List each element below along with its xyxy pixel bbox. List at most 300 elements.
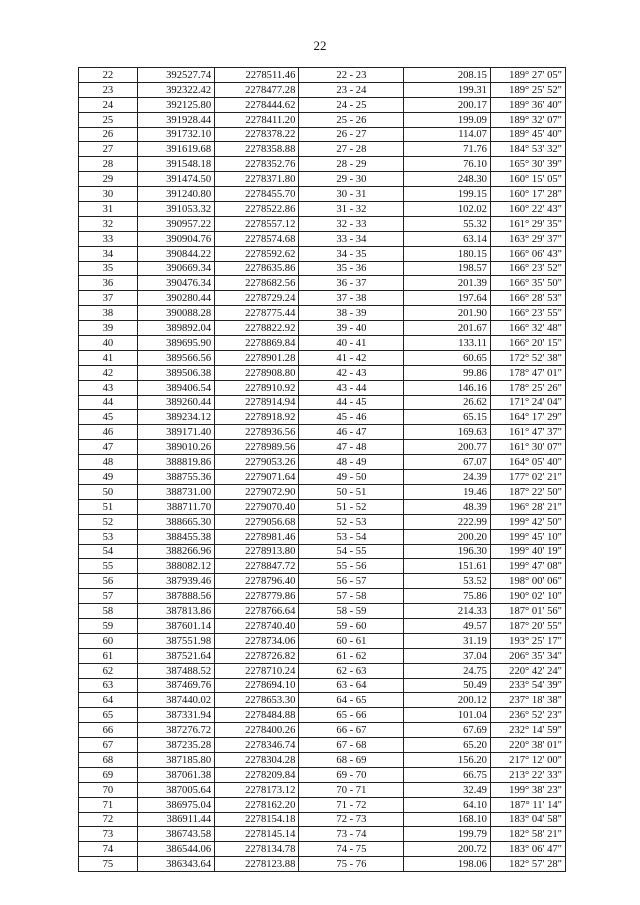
length-cell: 76.10 <box>404 157 491 172</box>
x-coordinate-cell: 387469.76 <box>137 678 214 693</box>
segment-cell: 57 - 58 <box>299 589 404 604</box>
y-coordinate-cell: 2278779.86 <box>215 589 299 604</box>
bearing-cell: 187° 22' 50" <box>490 484 565 499</box>
y-coordinate-cell: 2278847.72 <box>215 559 299 574</box>
table-row <box>79 738 566 753</box>
segment-cell: 59 - 60 <box>299 618 404 633</box>
x-coordinate-cell: 388082.12 <box>137 559 214 574</box>
length-cell: 200.12 <box>404 693 491 708</box>
bearing-cell: 193° 25' 17" <box>490 633 565 648</box>
table-row <box>79 812 566 827</box>
point-number-cell: 44 <box>79 395 138 410</box>
table-row <box>79 827 566 842</box>
y-coordinate-cell: 2278557.12 <box>215 216 299 231</box>
table-row <box>79 678 566 693</box>
point-number-cell: 30 <box>79 187 138 202</box>
point-number-cell: 26 <box>79 127 138 142</box>
length-cell: 200.72 <box>404 842 491 857</box>
segment-cell: 42 - 43 <box>299 365 404 380</box>
length-cell: 222.99 <box>404 514 491 529</box>
y-coordinate-cell: 2278918.92 <box>215 410 299 425</box>
bearing-cell: 199° 38' 23" <box>490 782 565 797</box>
y-coordinate-cell: 2278908.80 <box>215 365 299 380</box>
length-cell: 63.14 <box>404 231 491 246</box>
bearing-cell: 183° 04' 58" <box>490 812 565 827</box>
bearing-cell: 196° 28' 21" <box>490 499 565 514</box>
length-cell: 180.15 <box>404 246 491 261</box>
point-number-cell: 54 <box>79 544 138 559</box>
point-number-cell: 45 <box>79 410 138 425</box>
length-cell: 53.52 <box>404 574 491 589</box>
y-coordinate-cell: 2278910.92 <box>215 380 299 395</box>
segment-cell: 27 - 28 <box>299 142 404 157</box>
point-number-cell: 35 <box>79 261 138 276</box>
y-coordinate-cell: 2278740.40 <box>215 618 299 633</box>
bearing-cell: 178° 25' 26" <box>490 380 565 395</box>
y-coordinate-cell: 2279072.90 <box>215 484 299 499</box>
table-row <box>79 425 566 440</box>
bearing-cell: 166° 35' 50" <box>490 276 565 291</box>
y-coordinate-cell: 2278682.56 <box>215 276 299 291</box>
y-coordinate-cell: 2278371.80 <box>215 172 299 187</box>
x-coordinate-cell: 389234.12 <box>137 410 214 425</box>
segment-cell: 69 - 70 <box>299 767 404 782</box>
y-coordinate-cell: 2279071.64 <box>215 470 299 485</box>
length-cell: 201.90 <box>404 306 491 321</box>
bearing-cell: 166° 28' 53" <box>490 291 565 306</box>
x-coordinate-cell: 390476.34 <box>137 276 214 291</box>
length-cell: 248.30 <box>404 172 491 187</box>
bearing-cell: 189° 36' 40" <box>490 97 565 112</box>
bearing-cell: 160° 17' 28" <box>490 187 565 202</box>
point-number-cell: 52 <box>79 514 138 529</box>
x-coordinate-cell: 391928.44 <box>137 112 214 127</box>
length-cell: 146.16 <box>404 380 491 395</box>
x-coordinate-cell: 387276.72 <box>137 723 214 738</box>
y-coordinate-cell: 2278209.84 <box>215 767 299 782</box>
segment-cell: 23 - 24 <box>299 82 404 97</box>
table-row <box>79 395 566 410</box>
segment-cell: 41 - 42 <box>299 350 404 365</box>
x-coordinate-cell: 389171.40 <box>137 425 214 440</box>
x-coordinate-cell: 391240.80 <box>137 187 214 202</box>
bearing-cell: 164° 05' 40" <box>490 455 565 470</box>
bearing-cell: 220° 42' 24" <box>490 663 565 678</box>
segment-cell: 52 - 53 <box>299 514 404 529</box>
length-cell: 49.57 <box>404 618 491 633</box>
segment-cell: 70 - 71 <box>299 782 404 797</box>
point-number-cell: 74 <box>79 842 138 857</box>
length-cell: 200.77 <box>404 440 491 455</box>
x-coordinate-cell: 387235.28 <box>137 738 214 753</box>
y-coordinate-cell: 2278358.88 <box>215 142 299 157</box>
table-row <box>79 261 566 276</box>
point-number-cell: 23 <box>79 82 138 97</box>
segment-cell: 67 - 68 <box>299 738 404 753</box>
table-row <box>79 857 566 872</box>
segment-cell: 72 - 73 <box>299 812 404 827</box>
y-coordinate-cell: 2278444.62 <box>215 97 299 112</box>
bearing-cell: 182° 58' 21" <box>490 827 565 842</box>
x-coordinate-cell: 392527.74 <box>137 68 214 83</box>
table-row <box>79 202 566 217</box>
x-coordinate-cell: 387939.46 <box>137 574 214 589</box>
y-coordinate-cell: 2278378.22 <box>215 127 299 142</box>
x-coordinate-cell: 389010.26 <box>137 440 214 455</box>
segment-cell: 50 - 51 <box>299 484 404 499</box>
y-coordinate-cell: 2278455.70 <box>215 187 299 202</box>
segment-cell: 47 - 48 <box>299 440 404 455</box>
y-coordinate-cell: 2278869.84 <box>215 336 299 351</box>
length-cell: 101.04 <box>404 708 491 723</box>
x-coordinate-cell: 389695.90 <box>137 336 214 351</box>
table-row <box>79 231 566 246</box>
y-coordinate-cell: 2278346.74 <box>215 738 299 753</box>
x-coordinate-cell: 390904.76 <box>137 231 214 246</box>
y-coordinate-cell: 2278734.06 <box>215 633 299 648</box>
length-cell: 199.09 <box>404 112 491 127</box>
segment-cell: 28 - 29 <box>299 157 404 172</box>
table-row <box>79 648 566 663</box>
length-cell: 214.33 <box>404 604 491 619</box>
segment-cell: 74 - 75 <box>299 842 404 857</box>
length-cell: 197.64 <box>404 291 491 306</box>
point-number-cell: 67 <box>79 738 138 753</box>
x-coordinate-cell: 389260.44 <box>137 395 214 410</box>
bearing-cell: 206° 35' 34" <box>490 648 565 663</box>
y-coordinate-cell: 2278134.78 <box>215 842 299 857</box>
x-coordinate-cell: 391548.18 <box>137 157 214 172</box>
x-coordinate-cell: 392125.80 <box>137 97 214 112</box>
bearing-cell: 189° 25' 52" <box>490 82 565 97</box>
length-cell: 48.39 <box>404 499 491 514</box>
length-cell: 201.67 <box>404 321 491 336</box>
x-coordinate-cell: 386975.04 <box>137 797 214 812</box>
table-row <box>79 574 566 589</box>
segment-cell: 54 - 55 <box>299 544 404 559</box>
length-cell: 65.20 <box>404 738 491 753</box>
table-row <box>79 216 566 231</box>
bearing-cell: 161° 29' 35" <box>490 216 565 231</box>
point-number-cell: 65 <box>79 708 138 723</box>
y-coordinate-cell: 2279053.26 <box>215 455 299 470</box>
point-number-cell: 53 <box>79 529 138 544</box>
table-row <box>79 127 566 142</box>
table-row <box>79 440 566 455</box>
x-coordinate-cell: 388665.30 <box>137 514 214 529</box>
x-coordinate-cell: 389566.56 <box>137 350 214 365</box>
x-coordinate-cell: 388755.36 <box>137 470 214 485</box>
x-coordinate-cell: 386544.06 <box>137 842 214 857</box>
y-coordinate-cell: 2278162.20 <box>215 797 299 812</box>
length-cell: 200.17 <box>404 97 491 112</box>
point-number-cell: 47 <box>79 440 138 455</box>
bearing-cell: 220° 38' 01" <box>490 738 565 753</box>
point-number-cell: 43 <box>79 380 138 395</box>
point-number-cell: 72 <box>79 812 138 827</box>
bearing-cell: 182° 57' 28" <box>490 857 565 872</box>
table-row <box>79 276 566 291</box>
point-number-cell: 25 <box>79 112 138 127</box>
x-coordinate-cell: 392322.42 <box>137 82 214 97</box>
table-row <box>79 752 566 767</box>
table-row <box>79 589 566 604</box>
x-coordinate-cell: 386911.44 <box>137 812 214 827</box>
bearing-cell: 199° 47' 08" <box>490 559 565 574</box>
y-coordinate-cell: 2279056.68 <box>215 514 299 529</box>
bearing-cell: 163° 29' 37" <box>490 231 565 246</box>
segment-cell: 35 - 36 <box>299 261 404 276</box>
table-row <box>79 321 566 336</box>
bearing-cell: 178° 47' 01" <box>490 365 565 380</box>
length-cell: 200.20 <box>404 529 491 544</box>
segment-cell: 64 - 65 <box>299 693 404 708</box>
point-number-cell: 50 <box>79 484 138 499</box>
x-coordinate-cell: 388819.86 <box>137 455 214 470</box>
segment-cell: 43 - 44 <box>299 380 404 395</box>
bearing-cell: 161° 47' 37" <box>490 425 565 440</box>
segment-cell: 56 - 57 <box>299 574 404 589</box>
point-number-cell: 60 <box>79 633 138 648</box>
point-number-cell: 64 <box>79 693 138 708</box>
segment-cell: 39 - 40 <box>299 321 404 336</box>
table-row <box>79 68 566 83</box>
segment-cell: 68 - 69 <box>299 752 404 767</box>
x-coordinate-cell: 389892.04 <box>137 321 214 336</box>
point-number-cell: 73 <box>79 827 138 842</box>
table-row <box>79 693 566 708</box>
segment-cell: 62 - 63 <box>299 663 404 678</box>
y-coordinate-cell: 2278710.24 <box>215 663 299 678</box>
table-row <box>79 157 566 172</box>
segment-cell: 65 - 66 <box>299 708 404 723</box>
segment-cell: 22 - 23 <box>299 68 404 83</box>
y-coordinate-cell: 2278477.28 <box>215 82 299 97</box>
y-coordinate-cell: 2278635.86 <box>215 261 299 276</box>
point-number-cell: 42 <box>79 365 138 380</box>
y-coordinate-cell: 2278411.20 <box>215 112 299 127</box>
point-number-cell: 51 <box>79 499 138 514</box>
segment-cell: 71 - 72 <box>299 797 404 812</box>
x-coordinate-cell: 388731.00 <box>137 484 214 499</box>
table-row <box>79 112 566 127</box>
y-coordinate-cell: 2278775.44 <box>215 306 299 321</box>
bearing-cell: 166° 06' 43" <box>490 246 565 261</box>
table-row <box>79 529 566 544</box>
bearing-cell: 183° 06' 47" <box>490 842 565 857</box>
segment-cell: 34 - 35 <box>299 246 404 261</box>
y-coordinate-cell: 2278352.76 <box>215 157 299 172</box>
length-cell: 151.61 <box>404 559 491 574</box>
segment-cell: 40 - 41 <box>299 336 404 351</box>
point-number-cell: 33 <box>79 231 138 246</box>
segment-cell: 73 - 74 <box>299 827 404 842</box>
point-number-cell: 24 <box>79 97 138 112</box>
x-coordinate-cell: 389406.54 <box>137 380 214 395</box>
length-cell: 32.49 <box>404 782 491 797</box>
table-row <box>79 365 566 380</box>
table-row <box>79 455 566 470</box>
y-coordinate-cell: 2278145.14 <box>215 827 299 842</box>
x-coordinate-cell: 388266.96 <box>137 544 214 559</box>
length-cell: 24.39 <box>404 470 491 485</box>
segment-cell: 55 - 56 <box>299 559 404 574</box>
page-number: 22 <box>313 38 327 53</box>
y-coordinate-cell: 2278511.46 <box>215 68 299 83</box>
table-row <box>79 410 566 425</box>
x-coordinate-cell: 388455.38 <box>137 529 214 544</box>
table-row <box>79 633 566 648</box>
x-coordinate-cell: 387440.02 <box>137 693 214 708</box>
length-cell: 198.57 <box>404 261 491 276</box>
bearing-cell: 189° 27' 05" <box>490 68 565 83</box>
point-number-cell: 46 <box>79 425 138 440</box>
table-row <box>79 246 566 261</box>
table-row <box>79 604 566 619</box>
bearing-cell: 232° 14' 59" <box>490 723 565 738</box>
length-cell: 199.79 <box>404 827 491 842</box>
bearing-cell: 237° 18' 38" <box>490 693 565 708</box>
y-coordinate-cell: 2278766.64 <box>215 604 299 619</box>
bearing-cell: 199° 42' 50" <box>490 514 565 529</box>
segment-cell: 29 - 30 <box>299 172 404 187</box>
x-coordinate-cell: 387061.38 <box>137 767 214 782</box>
segment-cell: 36 - 37 <box>299 276 404 291</box>
bearing-cell: 187° 01' 56" <box>490 604 565 619</box>
bearing-cell: 187° 20' 55" <box>490 618 565 633</box>
length-cell: 60.65 <box>404 350 491 365</box>
table-row <box>79 544 566 559</box>
table-row <box>79 723 566 738</box>
table-body <box>79 68 566 872</box>
y-coordinate-cell: 2278522.86 <box>215 202 299 217</box>
length-cell: 198.06 <box>404 857 491 872</box>
segment-cell: 45 - 46 <box>299 410 404 425</box>
bearing-cell: 166° 23' 52" <box>490 261 565 276</box>
x-coordinate-cell: 387488.52 <box>137 663 214 678</box>
point-number-cell: 66 <box>79 723 138 738</box>
bearing-cell: 187° 11' 14" <box>490 797 565 812</box>
point-number-cell: 32 <box>79 216 138 231</box>
table-row <box>79 336 566 351</box>
point-number-cell: 34 <box>79 246 138 261</box>
segment-cell: 49 - 50 <box>299 470 404 485</box>
length-cell: 75.86 <box>404 589 491 604</box>
x-coordinate-cell: 391619.68 <box>137 142 214 157</box>
table-row <box>79 291 566 306</box>
point-number-cell: 69 <box>79 767 138 782</box>
y-coordinate-cell: 2278653.30 <box>215 693 299 708</box>
y-coordinate-cell: 2278154.18 <box>215 812 299 827</box>
point-number-cell: 56 <box>79 574 138 589</box>
table-row <box>79 172 566 187</box>
segment-cell: 53 - 54 <box>299 529 404 544</box>
table-row <box>79 842 566 857</box>
y-coordinate-cell: 2278484.88 <box>215 708 299 723</box>
bearing-cell: 160° 15' 05" <box>490 172 565 187</box>
y-coordinate-cell: 2278123.88 <box>215 857 299 872</box>
bearing-cell: 165° 30' 39" <box>490 157 565 172</box>
length-cell: 67.69 <box>404 723 491 738</box>
table-row <box>79 559 566 574</box>
y-coordinate-cell: 2278914.94 <box>215 395 299 410</box>
segment-cell: 75 - 76 <box>299 857 404 872</box>
x-coordinate-cell: 387601.14 <box>137 618 214 633</box>
length-cell: 99.86 <box>404 365 491 380</box>
length-cell: 102.02 <box>404 202 491 217</box>
y-coordinate-cell: 2278173.12 <box>215 782 299 797</box>
table-row <box>79 618 566 633</box>
x-coordinate-cell: 390280.44 <box>137 291 214 306</box>
bearing-cell: 166° 23' 55" <box>490 306 565 321</box>
segment-cell: 25 - 26 <box>299 112 404 127</box>
length-cell: 133.11 <box>404 336 491 351</box>
length-cell: 55.32 <box>404 216 491 231</box>
table-row <box>79 82 566 97</box>
segment-cell: 37 - 38 <box>299 291 404 306</box>
y-coordinate-cell: 2278592.62 <box>215 246 299 261</box>
bearing-cell: 160° 22' 43" <box>490 202 565 217</box>
table-row <box>79 470 566 485</box>
x-coordinate-cell: 388711.70 <box>137 499 214 514</box>
bearing-cell: 184° 53' 32" <box>490 142 565 157</box>
point-number-cell: 63 <box>79 678 138 693</box>
segment-cell: 51 - 52 <box>299 499 404 514</box>
table-row <box>79 514 566 529</box>
length-cell: 50.49 <box>404 678 491 693</box>
bearing-cell: 233° 54' 39" <box>490 678 565 693</box>
bearing-cell: 189° 32' 07" <box>490 112 565 127</box>
x-coordinate-cell: 387813.86 <box>137 604 214 619</box>
bearing-cell: 171° 24' 04" <box>490 395 565 410</box>
y-coordinate-cell: 2278913.80 <box>215 544 299 559</box>
x-coordinate-cell: 387331.94 <box>137 708 214 723</box>
point-number-cell: 70 <box>79 782 138 797</box>
x-coordinate-cell: 387005.64 <box>137 782 214 797</box>
point-number-cell: 58 <box>79 604 138 619</box>
table-row <box>79 306 566 321</box>
bearing-cell: 166° 32' 48" <box>490 321 565 336</box>
point-number-cell: 48 <box>79 455 138 470</box>
y-coordinate-cell: 2278694.10 <box>215 678 299 693</box>
y-coordinate-cell: 2278822.92 <box>215 321 299 336</box>
point-number-cell: 39 <box>79 321 138 336</box>
y-coordinate-cell: 2278981.46 <box>215 529 299 544</box>
table-row <box>79 782 566 797</box>
y-coordinate-cell: 2278936.56 <box>215 425 299 440</box>
table-row <box>79 350 566 365</box>
segment-cell: 33 - 34 <box>299 231 404 246</box>
bearing-cell: 236° 52' 23" <box>490 708 565 723</box>
bearing-cell: 199° 45' 10" <box>490 529 565 544</box>
x-coordinate-cell: 390844.22 <box>137 246 214 261</box>
bearing-cell: 198° 00' 06" <box>490 574 565 589</box>
segment-cell: 31 - 32 <box>299 202 404 217</box>
segment-cell: 32 - 33 <box>299 216 404 231</box>
y-coordinate-cell: 2278796.40 <box>215 574 299 589</box>
length-cell: 168.10 <box>404 812 491 827</box>
bearing-cell: 177° 02' 21" <box>490 470 565 485</box>
length-cell: 65.15 <box>404 410 491 425</box>
length-cell: 37.04 <box>404 648 491 663</box>
length-cell: 199.15 <box>404 187 491 202</box>
y-coordinate-cell: 2278901.28 <box>215 350 299 365</box>
x-coordinate-cell: 386743.58 <box>137 827 214 842</box>
x-coordinate-cell: 387551.98 <box>137 633 214 648</box>
bearing-cell: 189° 45' 40" <box>490 127 565 142</box>
point-number-cell: 22 <box>79 68 138 83</box>
table-row <box>79 484 566 499</box>
